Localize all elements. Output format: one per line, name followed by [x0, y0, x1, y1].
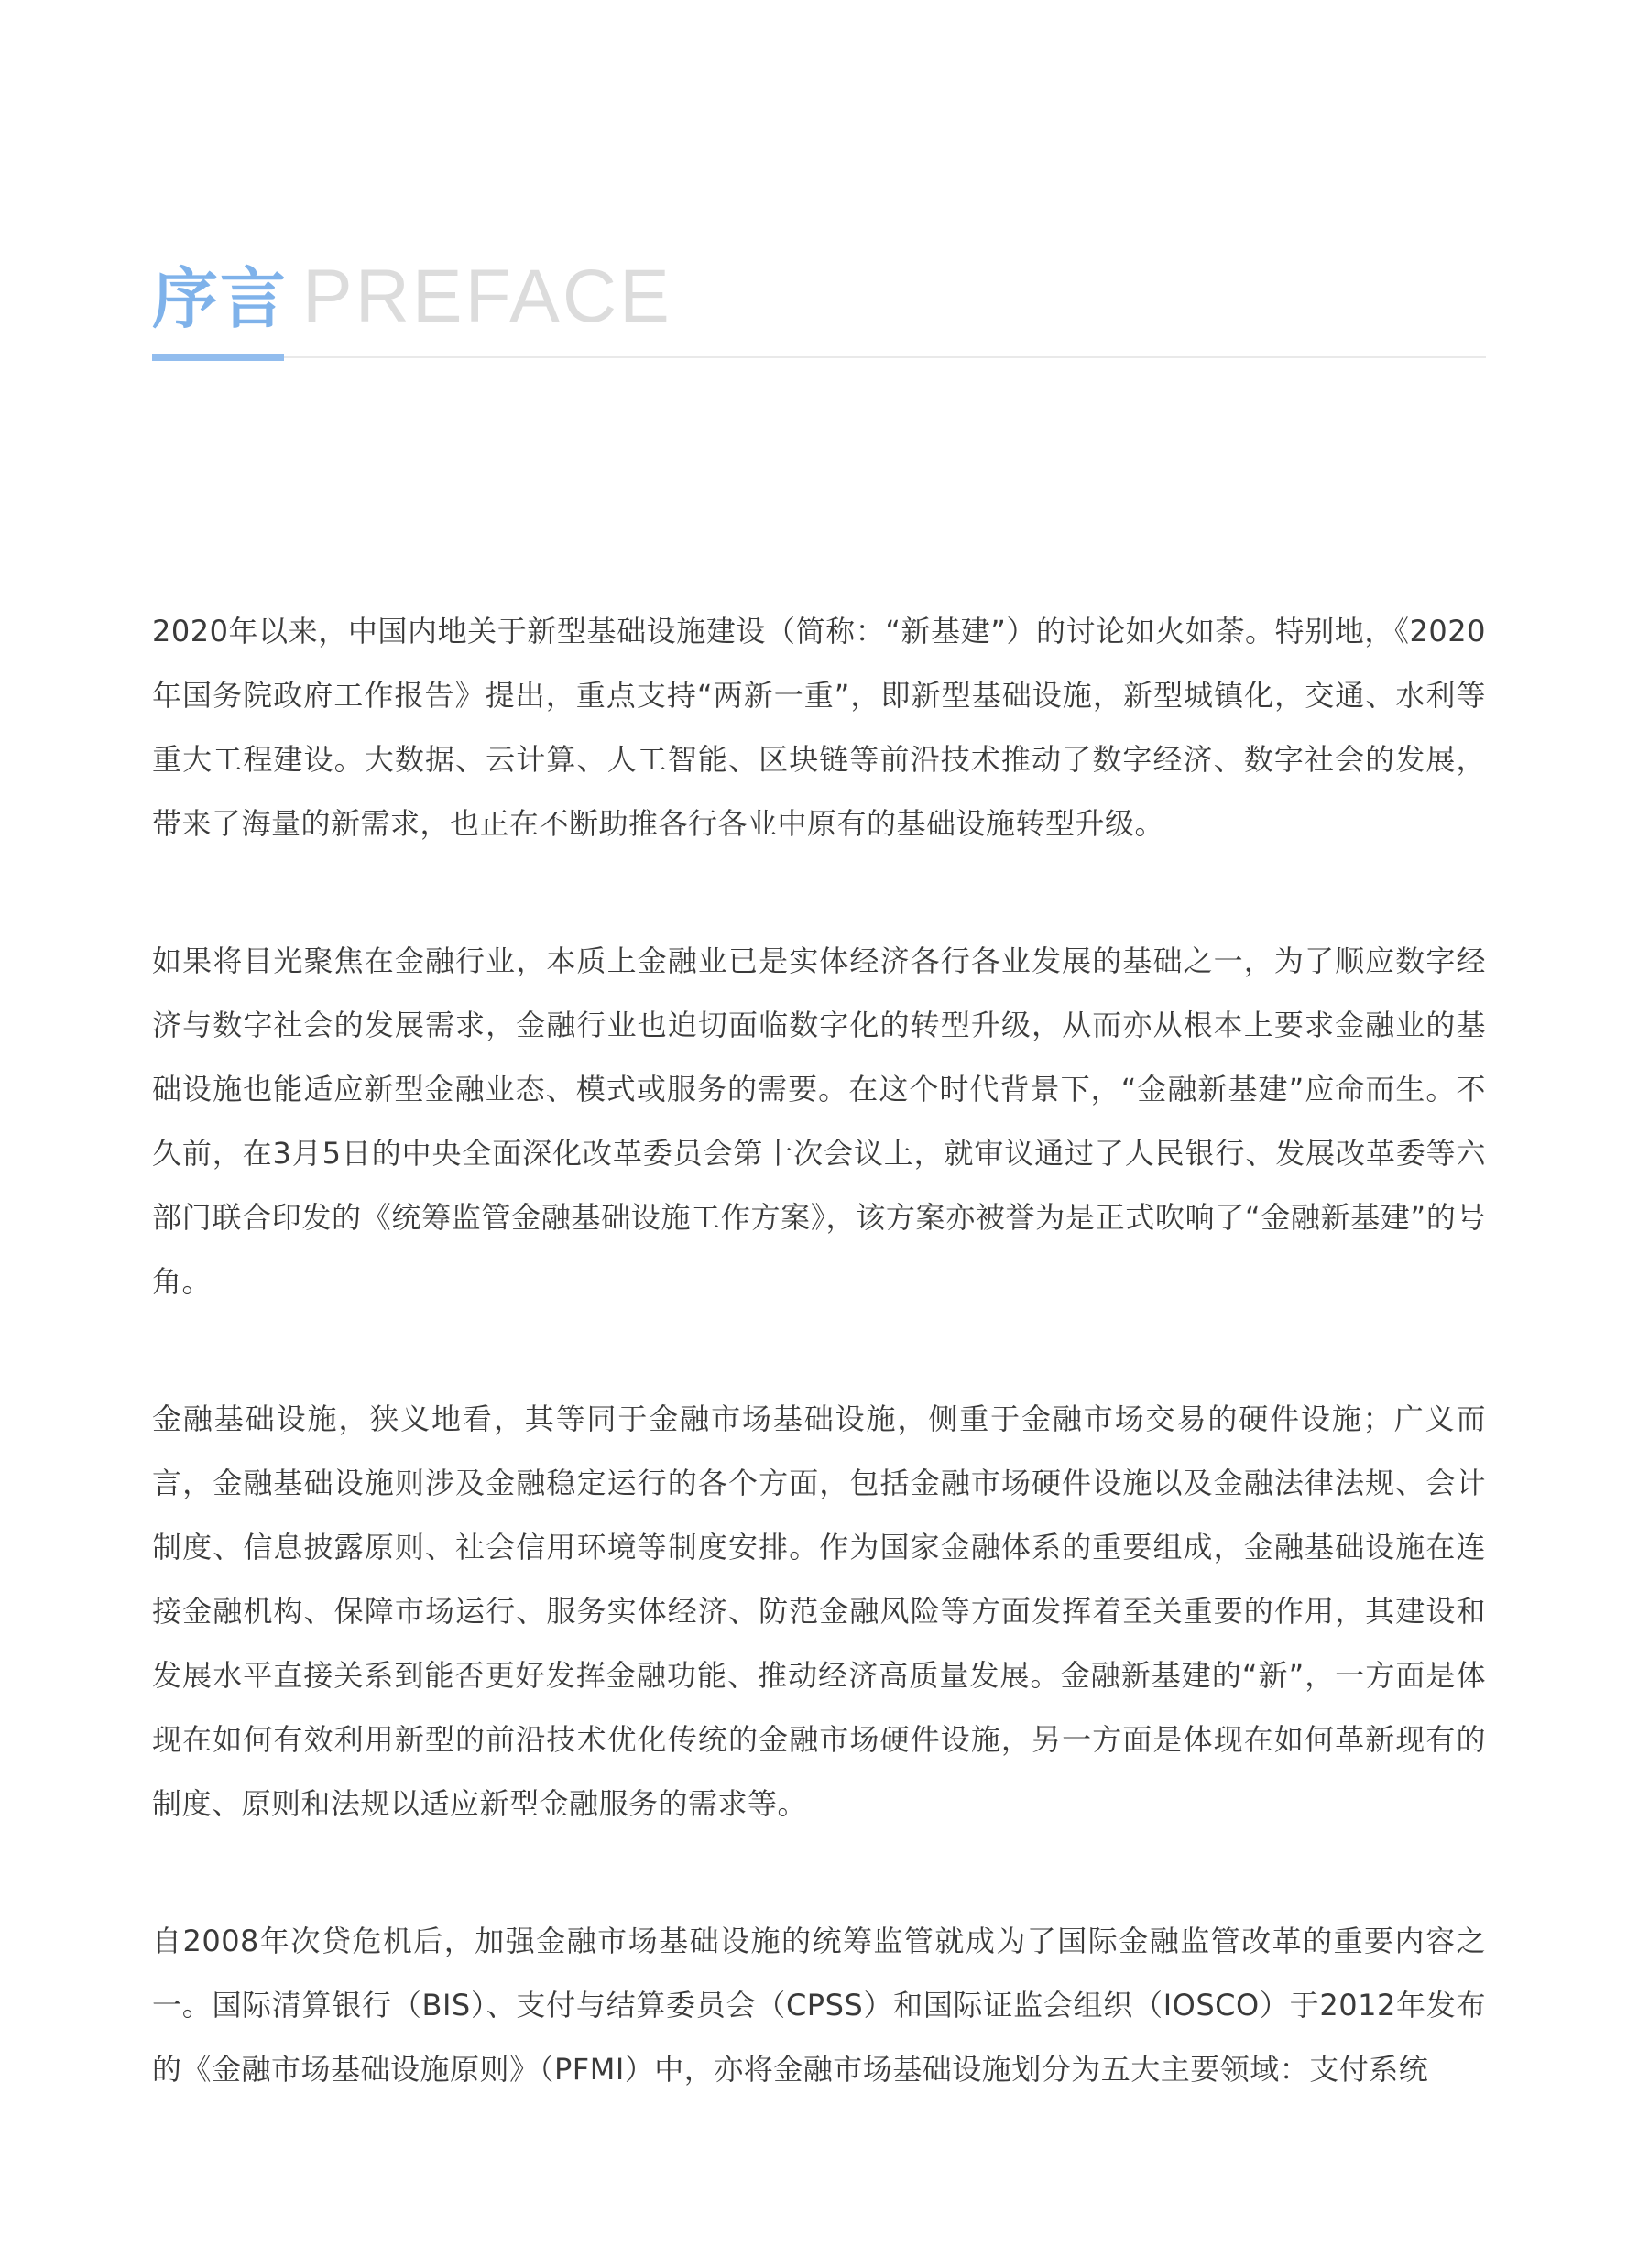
paragraph-4: 自2008年次贷危机后，加强金融市场基础设施的统筹监管就成为了国际金融监管改革的重要内容之一。国际清算银行（BIS）、支付与结算委员会（CPSS）和国际证监会组织（IOSCO）于2012年发布的《金融市场基础设施原则》（PFMI）中，亦将金融市场基础设施划分为五大主要领域：支付系统 [152, 1924, 1486, 2087]
paragraph-3: 金融基础设施，狭义地看，其等同于金融市场基础设施，侧重于金融市场交易的硬件设施；广义而言，金融基础设施则涉及金融稳定运行的各个方面，包括金融市场硬件设施以及金融法律法规、会计制度、信息披露原则、社会信用环境等制度安排。作为国家金融体系的重要组成，金融基础设施在连接金融机构、保障市场运行、服务实体经济、防范金融风险等方面发挥着至关重要的作用，其建设和发展水平直接关系到能否更好发挥金融功能、推动经济高质量发展。金融新基建的“新”，一方面是体现在如何有效利用新型的前沿技术优化传统的金融市场硬件设施，另一方面是体现在如何革新现有的制度、原则和法规以适应新型金融服务的需求等。 [152, 1401, 1486, 1821]
page-header [152, 245, 1486, 365]
header-divider [152, 356, 1486, 358]
body-content [152, 599, 1486, 2175]
paragraph-1: 2020年以来，中国内地关于新型基础设施建设（简称：“新基建”）的讨论如火如荼。特别地，《2020年国务院政府工作报告》提出，重点支持“两新一重”，即新型基础设施，新型城镇化，交通、水利等重大工程建设。大数据、云计算、人工智能、区块链等前沿技术推动了数字经济、数字社会的发展，带来了海量的新需求，也正在不断助推各行各业中原有的基础设施转型升级。 [152, 614, 1486, 841]
header-accent-bar [152, 354, 284, 361]
paragraph-2: 如果将目光聚焦在金融行业，本质上金融业已是实体经济各行各业发展的基础之一，为了顺应数字经济与数字社会的发展需求，金融行业也迫切面临数字化的转型升级，从而亦从根本上要求金融业的基础设施也能适应新型金融业态、模式或服务的需要。在这个时代背景下，“金融新基建”应命而生。不久前，在3月5日的中央全面深化改革委员会第十次会议上，就审议通过了人民银行、发展改革委等六部门联合印发的《统筹监管金融基础设施工作方案》，该方案亦被誉为是正式吹响了“金融新基建”的号角。 [152, 943, 1486, 1299]
title-english: PREFACE [302, 255, 672, 338]
title-chinese: 序言 [152, 260, 289, 337]
page-title [152, 245, 672, 346]
